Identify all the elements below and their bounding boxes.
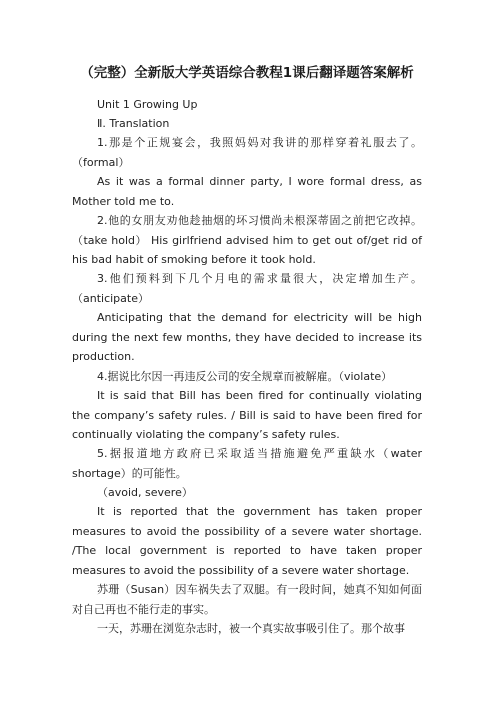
paragraph-3: 2.他的女朋友劝他趁抽烟的坏习惯尚未根深蒂固之前把它改掉。（take hold） His girlfriend advised him to get out of/get rid of his bad habit of smoking before it took hold. (72, 214, 422, 266)
paragraph-11: 苏珊（Susan）因车祸失去了双腿。有一段时间，她真不知如何面对自己再也不能行走的事实。 (72, 583, 422, 616)
paragraph-8: 5.据报道地方政府已采取适当措施避免严重缺水（water shortage）的可能性。 (72, 447, 422, 480)
paragraph-10: It is reported that the government has taken proper measures to avoid the possibility of a severe water shortage. /The local government is reported to have taken proper measures to avoid the possibility of a severe water shortage. (72, 505, 422, 577)
paragraph-2: As it was a formal dinner party, I wore formal dress, as Mother told me to. (72, 175, 422, 208)
paragraph-12: 一天，苏珊在浏览杂志时，被一个真实故事吸引住了。那个故事 (97, 622, 405, 635)
paragraph-6: 4.据说比尔因一再违反公司的安全规章而被解雇。（violate） (97, 370, 393, 383)
unit-heading: Unit 1 Growing Up (97, 98, 198, 111)
paragraph-5: Anticipating that the demand for electricity will be high during the next few months, they have decided to increase its production. (72, 311, 422, 363)
paragraph-9: （avoid, severe） (97, 486, 193, 499)
paragraph-1: 1.那是个正规宴会，我照妈妈对我讲的那样穿着礼服去了。（formal） (72, 136, 422, 169)
paragraph-7: It is said that Bill has been fired for continually violating the company’s safety rules. / Bill is said to have been fired for continually violating the company’s safety rules. (72, 389, 422, 441)
section-heading: Ⅱ. Translation (97, 117, 170, 130)
page-title: （完整）全新版大学英语综合教程1课后翻译题答案解析 (80, 65, 414, 81)
paragraph-4: 3.他们预料到下几个月电的需求量很大，决定增加生产。（anticipate） (72, 272, 422, 305)
